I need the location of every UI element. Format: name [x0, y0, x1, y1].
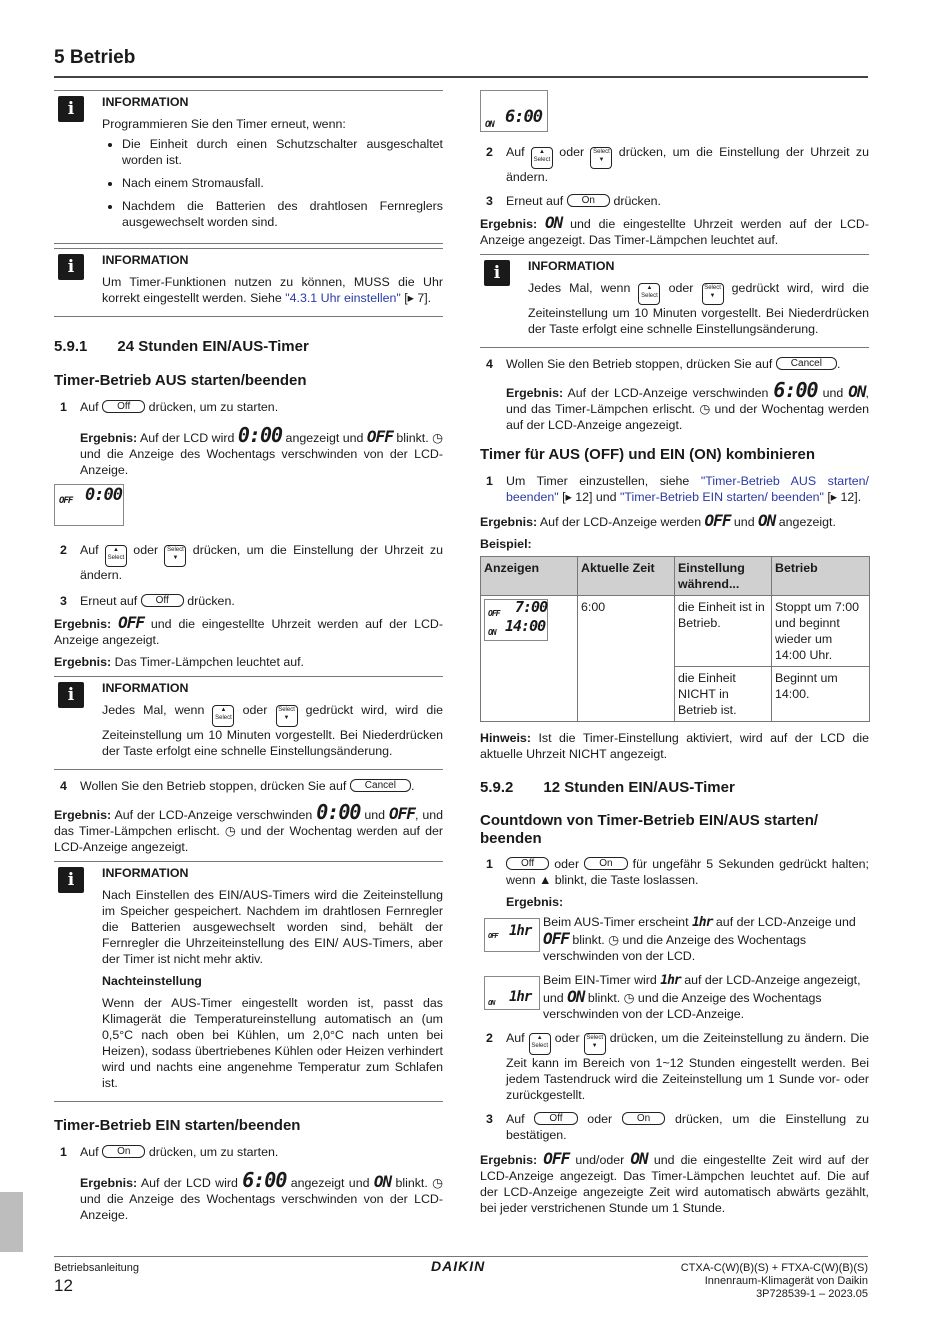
- table-header-row: [481, 557, 870, 596]
- lcd-display-off: OFF 0:00: [54, 484, 124, 526]
- heading-5-9-2: 5.9.2 12 Stunden EIN/AUS-Timer: [480, 779, 735, 796]
- result-komb: Ergebnis: Auf der LCD-Anzeige werden OFF und ON angezeigt.: [480, 511, 836, 530]
- left-column: [54, 90, 443, 1223]
- table-row: [481, 596, 870, 667]
- list-item: • Die Einheit durch einen Schutzschalter ausgeschaltet worden ist.: [122, 136, 443, 168]
- result-aus-2: Ergebnis: OFF und die eingestellte Uhrzeit werden auf der LCD-Anzeige angezeigt.: [54, 613, 443, 647]
- off-button[interactable]: Off: [534, 1112, 577, 1125]
- result-ein-2: Ergebnis: ON und die eingestellte Uhrzeit werden auf der LCD-Anzeige angezeigt. Das Timer-Lämpchen leuchtet auf.: [480, 213, 869, 247]
- step-komb-1: 1 Um Timer einzustellen, siehe "Timer-Betrieb AUS starten/ beenden" [▸ 12] und "Timer-Betrieb EIN starten/ beenden" [▸ 12].: [486, 474, 869, 504]
- select-up-button[interactable]: ▲ Select: [531, 147, 553, 169]
- footer-rule: [54, 1256, 868, 1257]
- info-icon: i: [58, 96, 84, 122]
- info-text: Um Timer-Funktionen nutzen zu können, MUSS die Uhr korrekt eingestellt werden. Siehe "4.3.1 Uhr einstellen" [▸ 7].: [102, 275, 443, 305]
- step-aus-3: 3 Erneut auf Off drücken.: [60, 594, 235, 608]
- table-header: Einstellung während...: [675, 557, 772, 596]
- step-aus-1: 1 Auf Off drücken, um zu starten.: [60, 400, 279, 414]
- info-text: Jedes Mal, wenn ▲ Select oder Select ▼ gedrückt wird, wird die Zeiteinstellung um 10 Minuten vorgestellt. Bei Niederdrücken der Taste erfolgt eine schnelle Einstellungsänderung.: [528, 281, 869, 336]
- link-timer-aus[interactable]: "Timer-Betrieb AUS starten/ beenden": [506, 474, 869, 504]
- select-up-button[interactable]: ▲ Select: [529, 1033, 551, 1055]
- info-subtitle: Nachteinstellung: [102, 974, 202, 988]
- note: Hinweis: Ist die Timer-Einstellung aktiviert, wird auf der LCD die aktuelle Uhrzeit NICHT angezeigt.: [480, 731, 869, 761]
- result-label: Ergebnis:: [506, 895, 564, 909]
- footer-doc-title: Betriebsanleitung: [54, 1262, 140, 1274]
- select-down-icon: Select ▼: [702, 283, 724, 305]
- info-title: INFORMATION: [102, 253, 189, 267]
- result-aus-1: Ergebnis: Auf der LCD wird 0:00 angezeigt und OFF blinkt. ◷ und die Anzeige des Wochentags verschwinden von der LCD-Anzeige.: [80, 423, 443, 477]
- example-table: [480, 556, 870, 722]
- countdown-ein-text: Beim EIN-Timer wird 1hr auf der LCD-Anzeige angezeigt, und ON blinkt. ◷ und die Anzeige des Wochentags verschwinden von der LCD-Anzeige.: [543, 973, 861, 1021]
- footer-model: CTXA-C(W)(B)(S) + FTXA-C(W)(B)(S) Innenraum-Klimagerät von Daikin 3P728539-1 – 2023.05: [680, 1262, 868, 1300]
- lcd-display-on: ON 6:00: [480, 90, 548, 132]
- right-column: [480, 90, 869, 1216]
- off-button[interactable]: Off: [141, 594, 184, 607]
- step-count-2: 2 Auf ▲ Select oder Select ▼ drücken, um die Zeiteinstellung zu ändern. Die Zeit kann im Bereich von 1~12 Stunden eingestellt werden. Bei jedem Tastendruck wird die Zeiteinstellung um 1 Sunde vor- oder zurückgestellt.: [486, 1031, 870, 1102]
- countdown-aus-row: [480, 914, 869, 968]
- info-icon: i: [484, 260, 510, 286]
- info-bullets: [102, 136, 443, 230]
- step-ein-2: 2 Auf ▲ Select oder Select ▼ drücken, um die Einstellung der Uhrzeit zu ändern.: [486, 145, 869, 184]
- link-timer-ein[interactable]: "Timer-Betrieb EIN starten/ beenden": [619, 490, 824, 504]
- info-box-select: [54, 676, 443, 770]
- on-button[interactable]: On: [102, 1145, 145, 1158]
- step-ein-3: 3 Erneut auf On drücken.: [486, 194, 661, 208]
- result-count: Ergebnis: OFF und/oder ON und die eingestellte Zeit wird auf der LCD-Anzeige angezeigt. Das Timer-Lämpchen leuchtet auf. Die auf der LCD-Anzeige angezeigte Zeit wird automatisch abwärts gezählt, bei jeder verstrichenen Stunde um 1 Stunde.: [480, 1149, 869, 1215]
- info-icon: i: [58, 254, 84, 280]
- list-item: • Nach einem Stromausfall.: [122, 175, 443, 191]
- table-cell: 6:00: [578, 596, 675, 722]
- info-box-memory: [54, 861, 443, 1102]
- cancel-button[interactable]: Cancel: [776, 357, 837, 370]
- off-button[interactable]: Off: [506, 857, 549, 870]
- page-side-tab: [0, 1192, 23, 1252]
- list-item: • Nachdem die Batterien des drahtlosen Fernreglers ausgewechselt worden sind.: [122, 198, 443, 230]
- header-rule: [54, 76, 868, 78]
- result-aus-3: Ergebnis: Das Timer-Lämpchen leuchtet auf.: [54, 655, 305, 669]
- on-button[interactable]: On: [584, 857, 627, 870]
- countdown-ein-row: [480, 972, 869, 1022]
- select-up-button[interactable]: ▲ Select: [105, 545, 127, 567]
- table-header: Betrieb: [772, 557, 870, 596]
- info-text: Nach Einstellen des EIN/AUS-Timers wird die Zeiteinstellung im Speicher gespeichert. Nachdem im drahtlosen Fernregler die Batterien ausgewechselt worden sind, behält der Fernregler die Uhrzeiteinstellung des EIN/ AUS-Timers, aber der Timer ist nicht mehr aktiv.: [102, 888, 443, 966]
- info-icon: i: [58, 867, 84, 893]
- table-header: Aktuelle Zeit: [578, 557, 675, 596]
- page-number: 12: [54, 1276, 73, 1295]
- select-up-icon: ▲ Select: [638, 283, 660, 305]
- info-icon: i: [58, 682, 84, 708]
- table-cell: Stoppt um 7:00 und beginnt wieder um 14:00 Uhr.: [772, 596, 870, 667]
- select-down-button[interactable]: Select ▼: [590, 147, 612, 169]
- step-count-3: 3 Auf Off oder On drücken, um die Einstellung zu bestätigen.: [486, 1112, 869, 1142]
- section-title: 5 Betrieb: [54, 47, 136, 68]
- select-down-button[interactable]: Select ▼: [584, 1033, 606, 1055]
- on-button[interactable]: On: [567, 194, 610, 207]
- result-aus-4: Ergebnis: Auf der LCD-Anzeige verschwinden 0:00 und OFF, und das Timer-Lämpchen erlischt. ◷ und der Wochentag werden auf der LCD-Anzeige angezeigt.: [54, 800, 444, 854]
- info-text: Wenn der AUS-Timer eingestellt worden ist, passt das Klimagerät die Temperatureinstellung automatisch an (um 0,5°C nach oben bei Kühlen, um 2,0°C nach unten bei Heizen), sodass übertriebenes Kühlen oder Heizen verhindert wird und nachts eine angenehme Temperatur zum Schlafen ist.: [102, 996, 443, 1090]
- heading-countdown: Countdown von Timer-Betrieb EIN/AUS starten/ beenden: [480, 812, 819, 847]
- example-label: Beispiel:: [480, 537, 532, 551]
- heading-kombinieren: Timer für AUS (OFF) und EIN (ON) kombinieren: [480, 446, 816, 463]
- info-title: INFORMATION: [102, 95, 189, 109]
- result-ein-4: Ergebnis: Auf der LCD-Anzeige verschwinden 6:00 und ON, und das Timer-Lämpchen erlischt. ◷ und der Wochentag werden auf der LCD-Anzeige angezeigt.: [506, 378, 869, 432]
- step-ein-1: 1 Auf On drücken, um zu starten.: [60, 1145, 279, 1159]
- step-aus-2: 2 Auf ▲ Select oder Select ▼ drücken, um die Einstellung der Uhrzeit zu ändern.: [60, 543, 443, 582]
- select-down-button[interactable]: Select ▼: [164, 545, 186, 567]
- step-ein-4: 4 Wollen Sie den Betrieb stoppen, drücken Sie auf Cancel .: [486, 357, 841, 371]
- info-box-reprogram: [54, 90, 443, 244]
- info-title: INFORMATION: [102, 681, 189, 695]
- info-text: Programmieren Sie den Timer erneut, wenn:: [102, 117, 346, 131]
- info-box-clock: [54, 248, 443, 317]
- info-box-select-2: [480, 254, 869, 348]
- info-title: INFORMATION: [102, 866, 189, 880]
- cancel-button[interactable]: Cancel: [350, 779, 411, 792]
- step-aus-4: 4 Wollen Sie den Betrieb stoppen, drücken Sie auf Cancel .: [60, 779, 415, 793]
- table-cell: die Einheit NICHT in Betrieb ist.: [675, 667, 772, 722]
- heading-timer-aus: Timer-Betrieb AUS starten/beenden: [54, 372, 307, 389]
- heading-timer-ein: Timer-Betrieb EIN starten/beenden: [54, 1117, 301, 1134]
- info-title: INFORMATION: [528, 259, 615, 273]
- result-ein-1: Ergebnis: Auf der LCD wird 6:00 angezeigt und ON blinkt. ◷ und die Anzeige des Wochentags verschwinden von der LCD-Anzeige.: [80, 1168, 443, 1222]
- table-cell: Beginnt um 14:00.: [772, 667, 870, 722]
- link-clock[interactable]: "4.3.1 Uhr einstellen": [285, 291, 401, 305]
- lcd-display-1hr-off: OFF 1hr: [484, 918, 540, 952]
- on-button[interactable]: On: [622, 1112, 665, 1125]
- select-down-icon: Select ▼: [276, 705, 298, 727]
- lcd-display-1hr-on: ON 1hr: [484, 976, 540, 1010]
- daikin-logo: DAIKIN: [431, 1258, 486, 1274]
- select-up-icon: ▲ Select: [212, 705, 234, 727]
- lcd-display-combined: OFF 7:00 ON 14:00: [484, 599, 548, 641]
- table-cell: die Einheit ist in Betrieb.: [675, 596, 772, 667]
- off-button[interactable]: Off: [102, 400, 145, 413]
- table-header: Anzeigen: [481, 557, 578, 596]
- heading-5-9-1: 5.9.1 24 Stunden EIN/AUS-Timer: [54, 338, 309, 355]
- countdown-aus-text: Beim AUS-Timer erscheint 1hr auf der LCD-Anzeige und OFF blinkt. ◷ und die Anzeige des Wochentags verschwinden von der LCD.: [543, 915, 856, 963]
- table-cell-lcd: [481, 596, 578, 722]
- step-count-1: 1 Off oder On für ungefähr 5 Sekunden gedrückt halten; wenn ▲ blinkt, die Taste loslassen.: [486, 857, 869, 887]
- info-text: Jedes Mal, wenn ▲ Select oder Select ▼ gedrückt wird, wird die Zeiteinstellung um 10 Minuten vorgestellt. Bei Niederdrücken der Taste erfolgt eine schnelle Einstellungsänderung.: [102, 703, 443, 758]
